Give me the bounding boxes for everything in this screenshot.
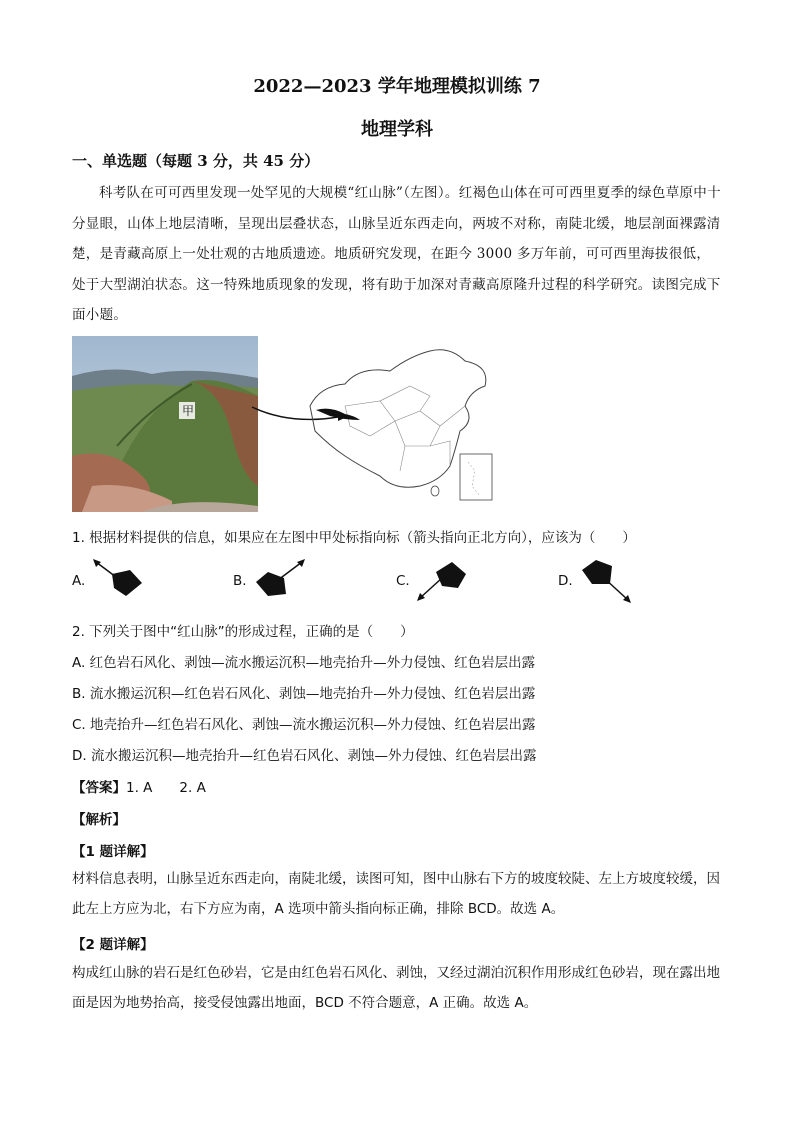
detail-2-text: 构成红山脉的岩石是红色砂岩，它是由红色岩石风化、剥蚀，又经过湖泊沉积作用形成红色砂岩，现在露出地面是因为地势抬高，接受侵蚀露出地面，BCD 不符合题意，A 正确。故选 A。 xyxy=(72,965,720,1011)
red-mountain-photo xyxy=(72,336,258,512)
china-map xyxy=(300,346,500,506)
q2-option-d: D. 流水搬运沉积—地壳抬升—红色岩石风化、剥蚀—外力侵蚀、红色岩层出露 xyxy=(72,748,537,764)
detail-1-label: 【1 题详解】 xyxy=(72,844,154,860)
analysis-label: 【解析】 xyxy=(72,812,126,828)
question-1-stem: 1. 根据材料提供的信息，如果应在左图中甲处标指向标（箭头指向正北方向），应该为（ ） xyxy=(72,530,636,546)
q2-option-a: A. 红色岩石风化、剥蚀—流水搬运沉积—地壳抬升—外力侵蚀、红色岩层出露 xyxy=(72,655,536,671)
answer-value: 1. A 2. A xyxy=(126,780,206,796)
page-subtitle: 地理学科 xyxy=(361,119,433,140)
q1-option-c-label: C. xyxy=(396,573,410,589)
answer-label: 【答案】 xyxy=(72,780,126,796)
q2-option-c: C. 地壳抬升—红色岩石风化、剥蚀—流水搬运沉积—外力侵蚀、红色岩层出露 xyxy=(72,717,536,733)
q1-option-b-label: B. xyxy=(233,573,247,589)
photo-label: 甲 xyxy=(182,404,195,418)
compass-b-icon xyxy=(250,556,310,602)
detail-1-text: 材料信息表明，山脉呈近东西走向，南陡北缓，读图可知，图中山脉右下方的坡度较陡、左上方坡度较缓，因此左上方应为北，右下方应为南，A 选项中箭头指向标正确，排除 BCD。故选 A。 xyxy=(72,871,720,917)
south-sea-inset xyxy=(460,454,492,500)
page-title: 2022—2023 学年地理模拟训练 7 xyxy=(253,76,541,97)
answer-line xyxy=(72,776,206,796)
compass-c-icon xyxy=(412,556,472,604)
compass-a-icon xyxy=(90,556,150,602)
passage-text: 科考队在可可西里发现一处罕见的大规模“红山脉”（左图）。红褐色山体在可可西里夏季的绿色草原中十分显眼，山体上地层清晰，呈现出层叠状态，山脉呈近东西走向，两坡不对称，南陡北缓，地层剖面裸露清楚，是青藏高原上一处壮观的古地质遗迹。地质研究发现，在距今 3000 多万年前，可可西里海拔很低，处于大型湖泊状态。这一特殊地质现象的发现，将有助于加深对青藏高原隆升过程的科学研究。读图完成下面小题。 xyxy=(72,185,721,323)
q1-option-d-label: D. xyxy=(558,573,573,589)
q2-option-b: B. 流水搬运沉积—红色岩石风化、剥蚀—地壳抬升—外力侵蚀、红色岩层出露 xyxy=(72,686,536,702)
section-heading: 一、单选题（每题 3 分，共 45 分） xyxy=(72,152,320,170)
detail-2-label: 【2 题详解】 xyxy=(72,937,154,953)
question-2-stem: 2. 下列关于图中“红山脉”的形成过程，正确的是（ ） xyxy=(72,624,414,640)
q1-option-a-label: A. xyxy=(72,573,86,589)
red-mountain-location xyxy=(316,409,360,420)
compass-d-icon xyxy=(576,556,636,606)
